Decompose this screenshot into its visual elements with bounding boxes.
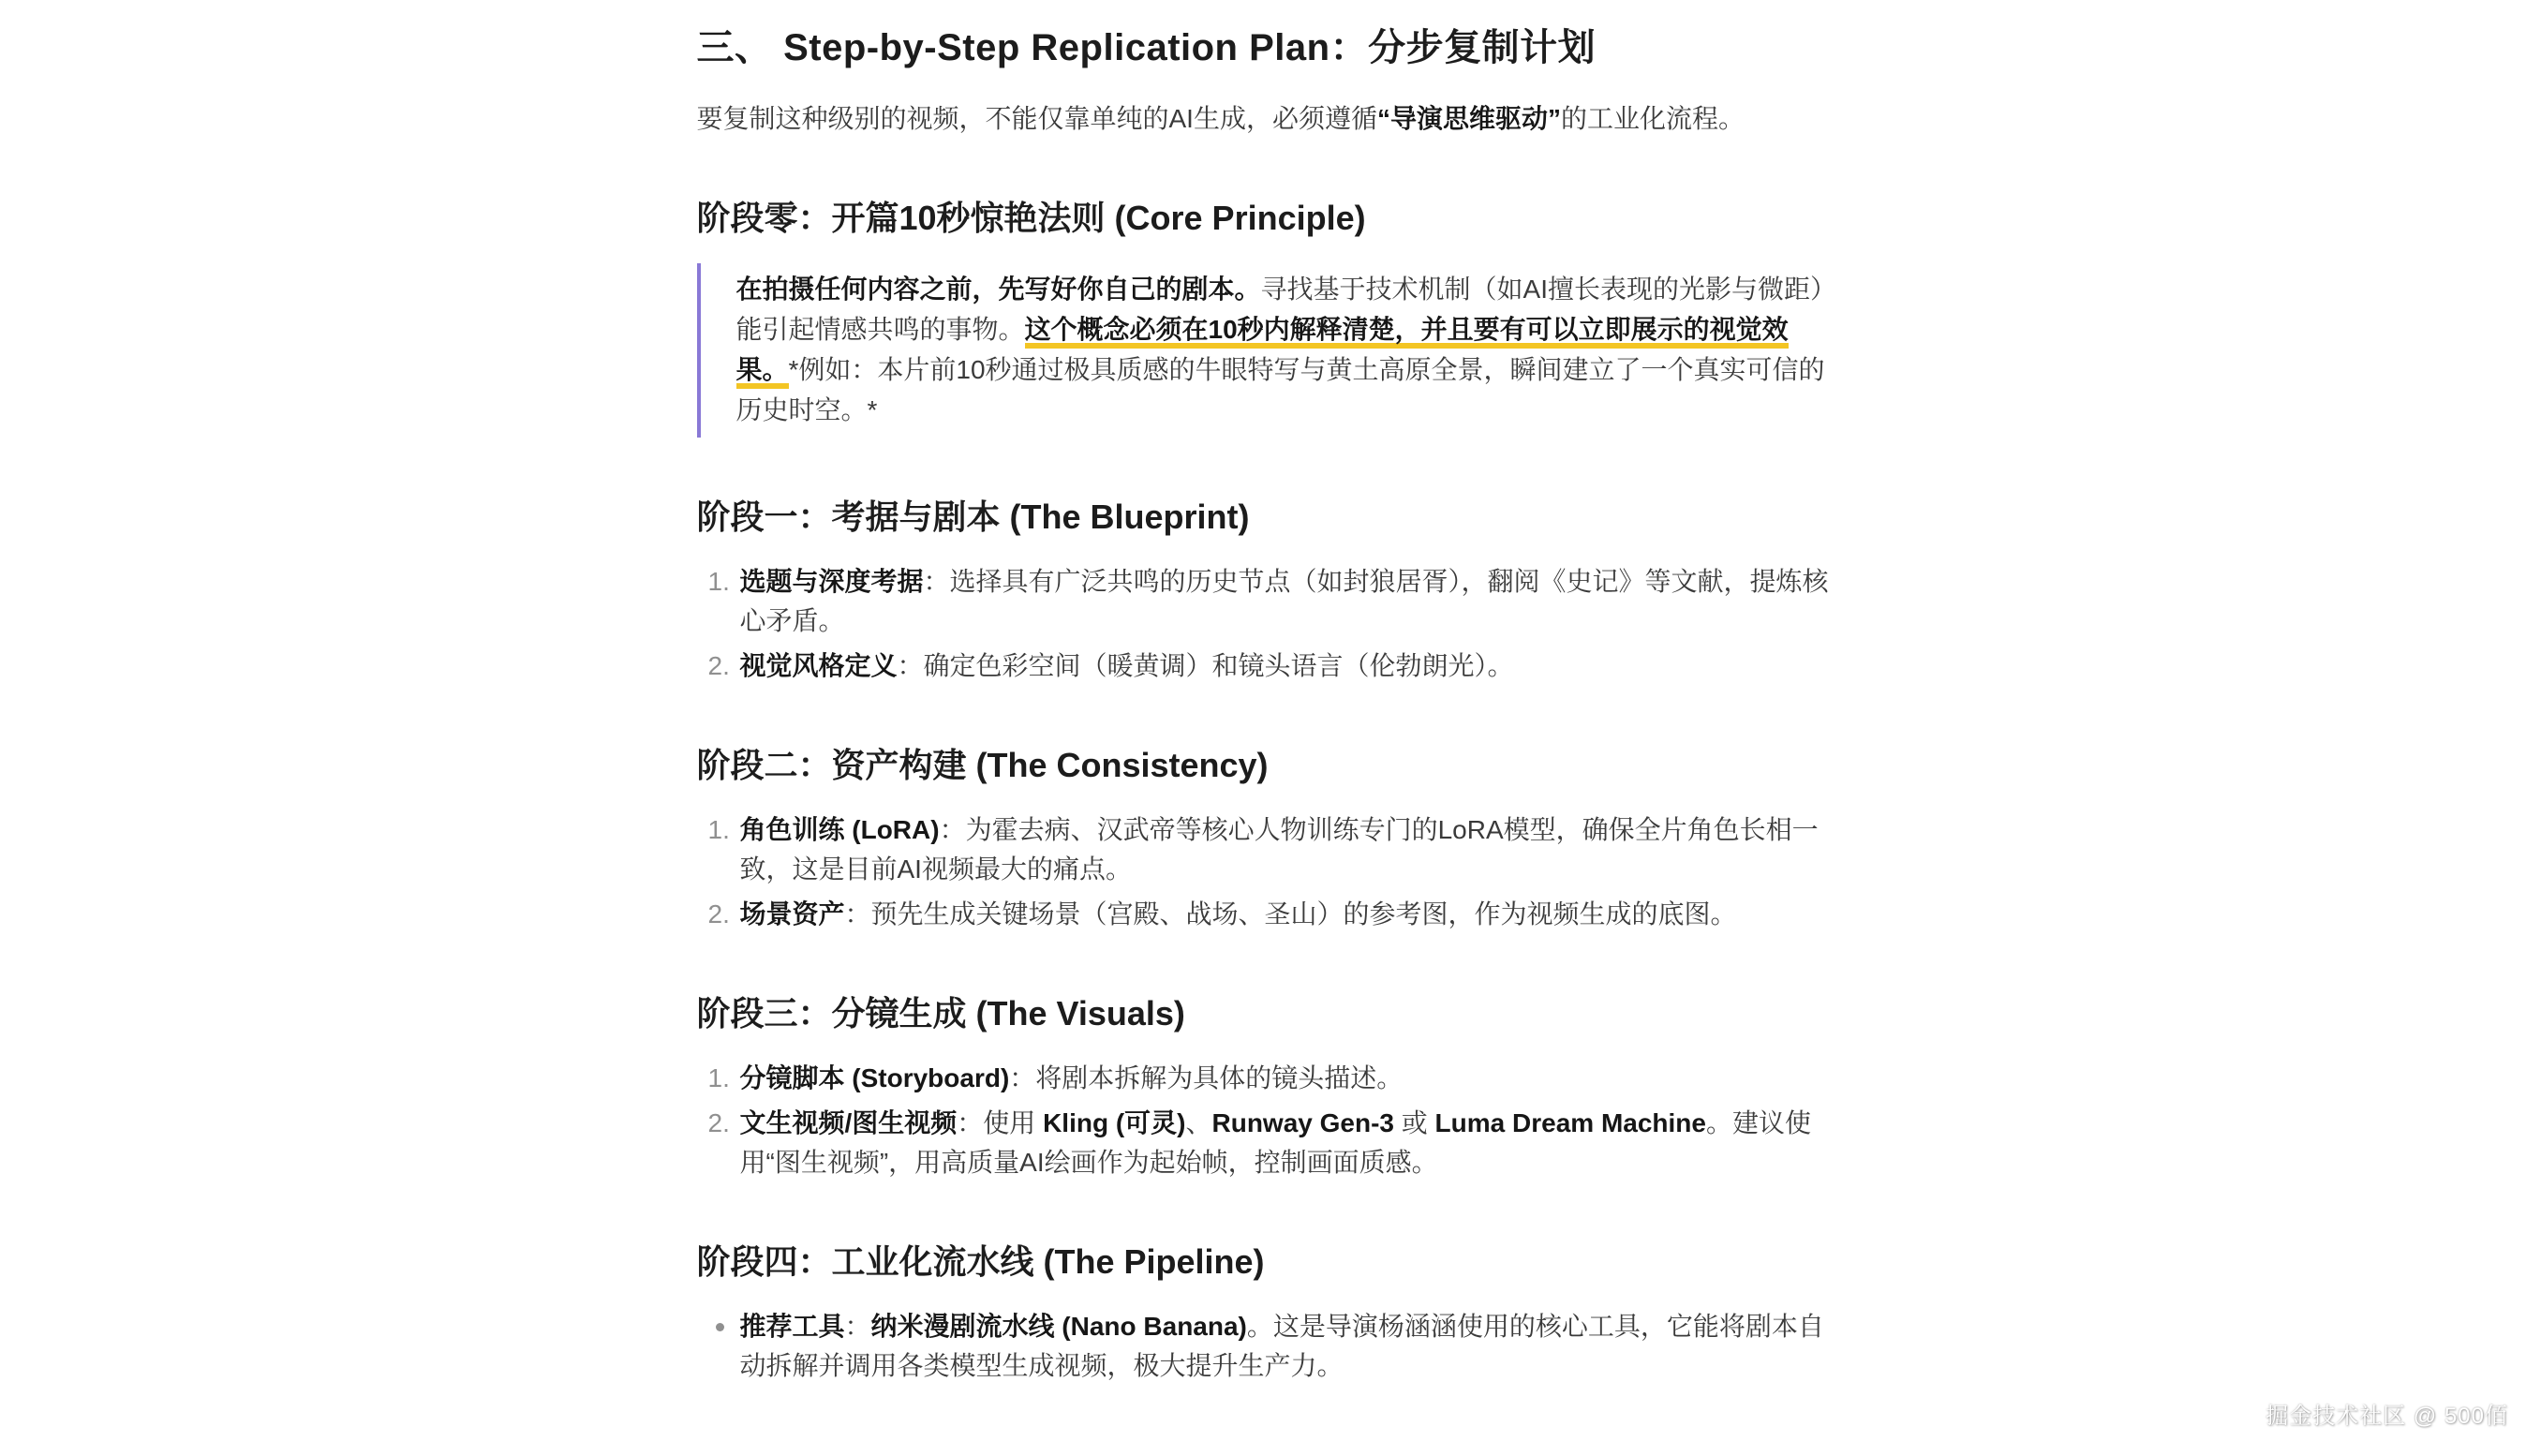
section-stage-four (697, 1241, 1844, 1386)
text-run: ：使用 (957, 1108, 1044, 1137)
highlighted-text-run: 这个概念必须在10秒内解释清楚，并且要有可以立即展示的视觉效果。 (736, 315, 1789, 389)
stage-three-heading: 阶段三：分镜生成 (The Visuals) (696, 994, 1185, 1033)
bold-text-run: 选题与深度考据 (739, 567, 924, 596)
text-run: ：预先生成关键场景（宫殿、战场、圣山）的参考图，作为视频生成的底图。 (844, 899, 1737, 929)
stage-one-list (697, 562, 1844, 686)
bold-text-run: 在拍摄任何内容之前，先写好你自己的剧本。 (735, 275, 1261, 304)
bold-text-run: Runway Gen-3 (1211, 1108, 1394, 1137)
stage-two-list (697, 810, 1844, 934)
stage-two-heading: 阶段二：资产构建 (The Consistency) (696, 746, 1269, 784)
section-stage-two (697, 744, 1844, 934)
intro-paragraph (697, 99, 1844, 139)
list-item (697, 1104, 1844, 1182)
section-stage-zero (697, 197, 1844, 438)
stage-three-list (697, 1059, 1844, 1182)
text-run: 、 (1185, 1108, 1212, 1137)
list-item (697, 562, 1844, 641)
watermark: 掘金技术社区 @ 500佰 (2265, 1404, 2508, 1429)
text-run: 。这是导演杨涵涵使用的核心工具，它能将剧本自动拆解并调用各类模型生成视频，极大提升生产力。 (739, 1312, 1824, 1380)
text-run: ： (844, 1312, 871, 1341)
bold-text-run: Kling (可灵) (1043, 1108, 1186, 1137)
list-item (697, 646, 1844, 686)
list-item (697, 1059, 1844, 1098)
stage-four-list (697, 1307, 1844, 1386)
text-run: 。建议使用“图生视频”，用高质量AI绘画作为起始帧，控制画面质感。 (739, 1108, 1811, 1177)
core-principle-quote (697, 263, 1844, 438)
text-run: ：将剧本拆解为具体的镜头描述。 (1009, 1063, 1404, 1092)
stage-one-heading: 阶段一：考据与剧本 (The Blueprint) (696, 498, 1250, 536)
bold-text-run: 分镜脚本 (Storyboard) (739, 1063, 1010, 1092)
stage-zero-heading: 阶段零：开篇10秒惊艳法则 (Core Principle) (696, 199, 1366, 237)
text-run: 或 (1393, 1108, 1435, 1137)
text-run: ：选择具有广泛共鸣的历史节点（如封狼居胥），翻阅《史记》等文献，提炼核心矛盾。 (739, 567, 1829, 635)
bold-text-run: 场景资产 (739, 899, 845, 929)
bold-text-run: 纳米漫剧流水线 (Nano Banana) (870, 1312, 1247, 1341)
section-stage-one (697, 496, 1844, 686)
page-title: 三、 Step-by-Step Replication Plan：分步复制计划 (696, 27, 1597, 68)
bold-text-run: 角色训练 (LoRA) (739, 815, 940, 844)
bold-text-run: 推荐工具 (739, 1312, 845, 1341)
list-item (697, 895, 1844, 934)
bold-text-run: 视觉风格定义 (739, 651, 898, 680)
bold-text-run: Luma Dream Machine (1434, 1108, 1706, 1137)
list-item (697, 1307, 1844, 1386)
bold-text-run: 文生视频/图生视频 (739, 1108, 958, 1137)
list-item (697, 810, 1844, 889)
text-run: 要复制这种级别的视频，不能仅靠单纯的AI生成，必须遵循 (696, 104, 1377, 133)
section-stage-three (697, 992, 1844, 1182)
text-run: ：为霍去病、汉武帝等核心人物训练专门的LoRA模型，确保全片角色长相一致，这是目前AI视频最大的痛点。 (739, 815, 1819, 884)
article-content (697, 0, 1844, 1386)
stage-four-heading: 阶段四：工业化流水线 (The Pipeline) (696, 1242, 1265, 1281)
text-run: ：确定色彩空间（暖黄调）和镜头语言（伦勃朗光）。 (897, 651, 1514, 680)
bold-text-run: “导演思维驱动” (1376, 104, 1561, 133)
text-run: *例如：本片前10秒通过极具质感的牛眼特写与黄土高原全景，瞬间建立了一个真实可信的历史时空。* (735, 355, 1825, 424)
text-run: 寻找基于技术机制（如AI擅长表现的光影与微距）能引起情感共鸣的事物。 (735, 275, 1823, 344)
text-run: 的工业化流程。 (1560, 104, 1745, 133)
